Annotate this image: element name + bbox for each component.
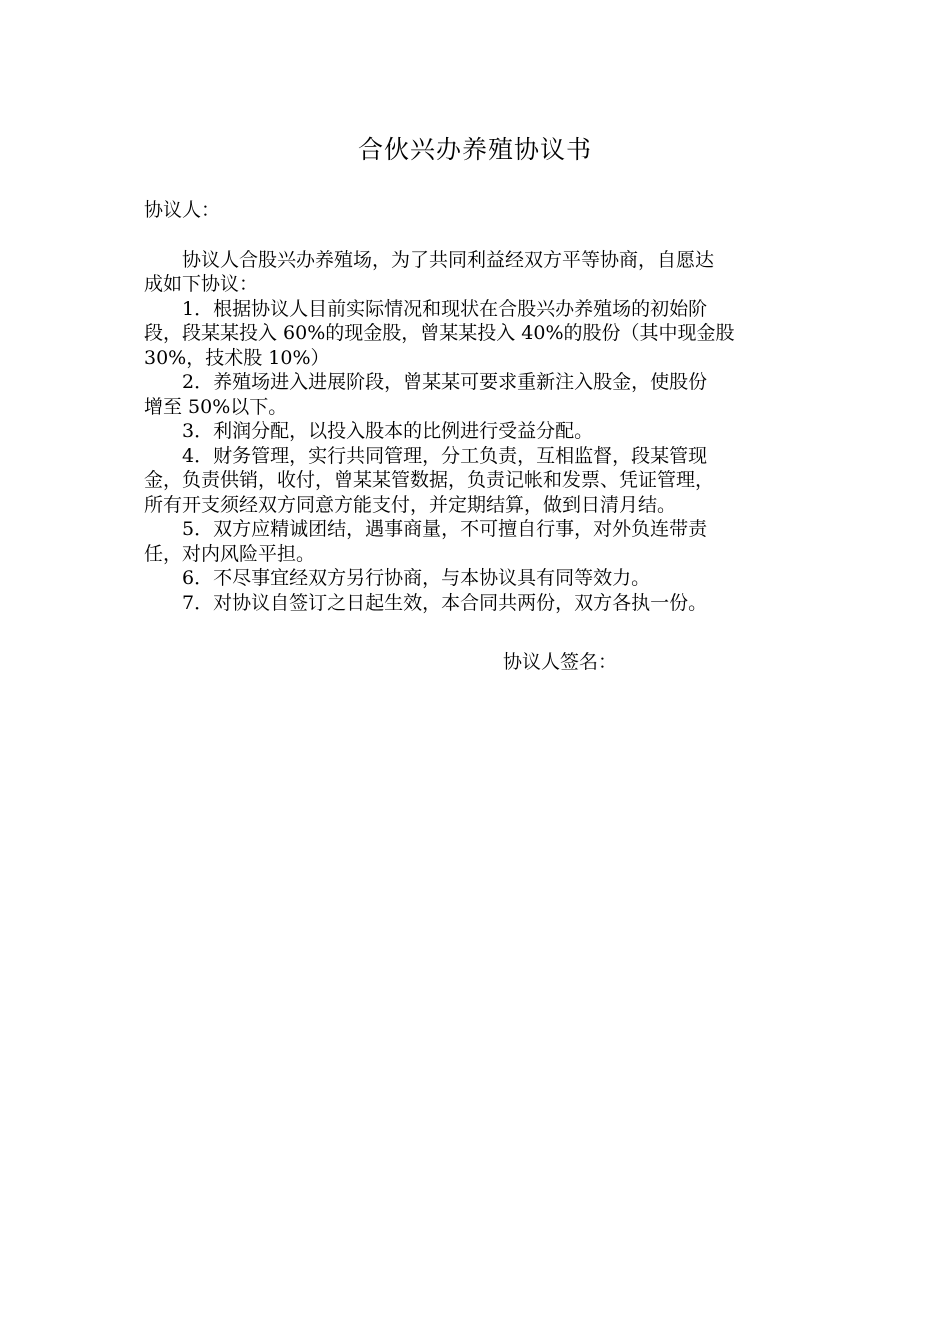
clause-line: 所有开支须经双方同意方能支付，并定期结算，做到日清月结。 [144,493,677,516]
clause-line: 6．不尽事宜经双方另行协商，与本协议具有同等效力。 [182,567,651,589]
clause-7 [144,591,810,616]
clause-1 [144,297,810,371]
clause-line: 金，负责供销，收付，曾某某管数据，负责记帐和发票、凭证管理， [144,469,715,491]
clause-line: 任，对内风险平担。 [144,542,316,565]
clause-6 [144,566,810,591]
party-label: 协议人： [144,199,221,221]
clause-line: 2．养殖场进入进展阶段，曾某某可要求重新注入股金，使股份 [182,371,708,393]
signature-label: 协议人签名： [503,651,618,673]
clause-line: 增至 50%以下。 [144,395,288,418]
clause-2 [144,370,810,419]
clause-5 [144,517,810,566]
clause-4 [144,444,810,518]
clause-line: 30%，技术股 10%） [144,346,330,369]
clause-line: 7．对协议自签订之日起生效，本合同共两份，双方各执一份。 [182,591,708,614]
clause-line: 1．根据协议人目前实际情况和现状在合股兴办养殖场的初始阶 [182,297,708,320]
intro-line: 协议人合股兴办养殖场，为了共同利益经双方平等协商，自愿达 [182,248,715,271]
clause-line: 5．双方应精诚团结，遇事商量，不可擅自行事，对外负连带责 [182,518,708,540]
intro-line: 成如下协议： [144,273,259,295]
intro-paragraph [144,248,810,297]
document-body [144,198,810,615]
clause-line: 4．财务管理，实行共同管理，分工负责，互相监督，段某管现 [182,444,708,467]
document-title: 合伙兴办养殖协议书 [357,135,592,164]
clause-line: 3．利润分配，以投入股本的比例进行受益分配。 [182,420,594,442]
clause-line: 段，段某某投入 60%的现金股，曾某某投入 40%的股份（其中现金股 [144,322,735,344]
clause-3 [144,419,810,444]
